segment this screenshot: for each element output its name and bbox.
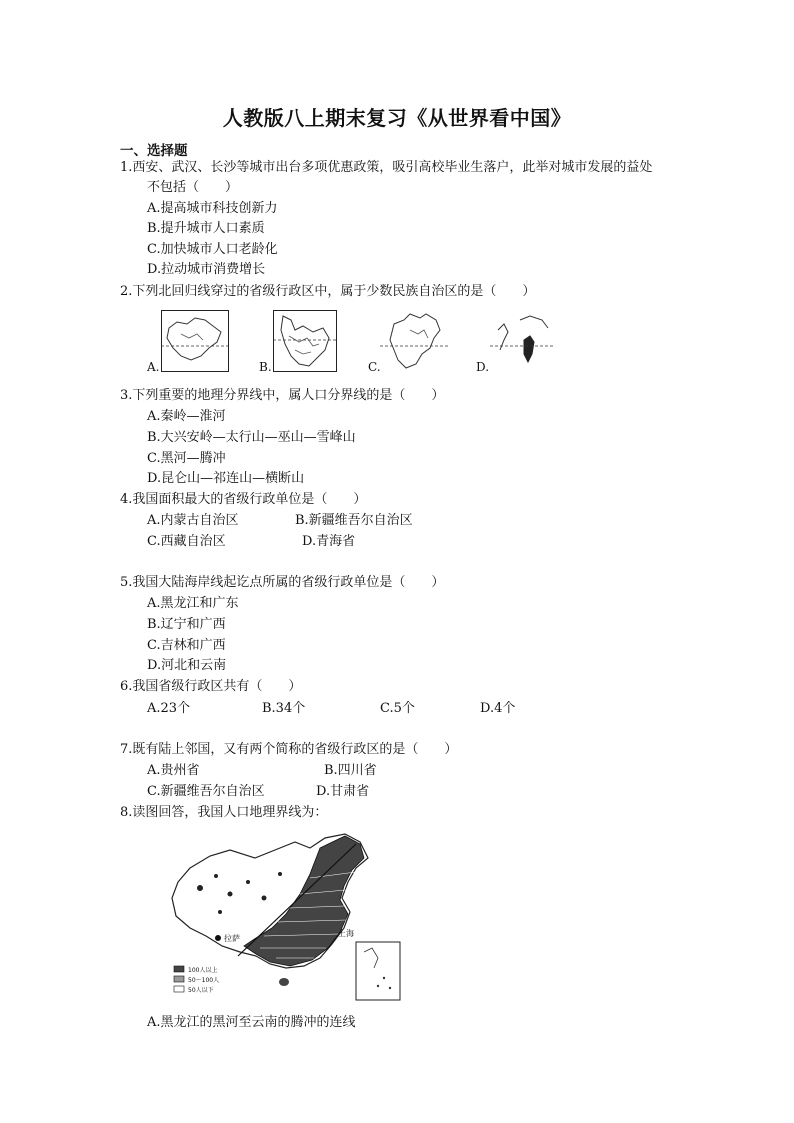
question-6-option-b: B.34个 [262, 701, 306, 716]
question-5-option-a: A.黑龙江和广东 [147, 596, 239, 611]
question-5-option-d: D.河北和云南 [147, 658, 227, 673]
question-4-option-b: B.新疆维吾尔自治区 [295, 513, 413, 528]
question-6-option-c: C.5个 [380, 701, 415, 716]
question-4-option-c: C.西藏自治区 [147, 534, 226, 549]
question-1-stem-cont: 不包括（ ） [147, 180, 239, 195]
question-1-option-d: D.拉动城市消费增长 [147, 262, 266, 277]
question-1-stem: 1.西安、武汉、长沙等城市出台多项优惠政策，吸引高校毕业生落户，此举对城市发展的益处 [120, 160, 653, 175]
question-7-option-b: B.四川省 [324, 763, 377, 778]
question-8-option-a: A.黑龙江的黑河至云南的腾冲的连线 [147, 1015, 356, 1030]
q2-option-c-label: C. [368, 360, 381, 374]
q2-option-d-label: D. [476, 360, 490, 374]
question-5-option-b: B.辽宁和广西 [147, 617, 226, 632]
legend-mid: 50～100人 [188, 977, 220, 984]
question-7-stem: 7.既有陆上邻国，又有两个简称的省级行政区的是（ ） [120, 742, 458, 757]
question-4-option-d: D.青海省 [302, 534, 356, 549]
question-3-option-d: D.昆仑山—祁连山—横断山 [147, 471, 305, 486]
q2-map-b [273, 310, 337, 372]
question-6-option-a: A.23个 [147, 701, 191, 716]
question-2-stem: 2.下列北回归线穿过的省级行政区中，属于少数民族自治区的是（ ） [120, 284, 536, 299]
question-4-stem: 4.我国面积最大的省级行政单位是（ ） [120, 492, 367, 507]
question-5-option-c: C.吉林和广西 [147, 638, 226, 653]
question-6-stem: 6.我国省级行政区共有（ ） [120, 679, 302, 694]
question-8-stem: 8.读图回答，我国人口地理界线为： [120, 805, 328, 820]
map-label-shanghai: 上海 [338, 929, 354, 938]
population-density-map [160, 828, 410, 1008]
map-label-lhasa: 拉萨 [224, 934, 240, 943]
question-3-stem: 3.下列重要的地理分界线中，属人口分界线的是（ ） [120, 388, 445, 403]
question-7-option-d: D.甘肃省 [316, 784, 370, 799]
section-heading: 一、选择题 [120, 143, 188, 159]
legend-low: 50人以下 [188, 987, 214, 994]
question-1-option-b: B.提升城市人口素质 [147, 221, 265, 236]
question-1-option-c: C.加快城市人口老龄化 [147, 242, 278, 257]
question-1-option-a: A.提高城市科技创新力 [147, 201, 278, 216]
question-7-option-a: A.贵州省 [147, 763, 200, 778]
question-7-option-c: C.新疆维吾尔自治区 [147, 784, 265, 799]
q2-map-c [380, 310, 448, 372]
question-5-stem: 5.我国大陆海岸线起讫点所属的省级行政单位是（ ） [120, 575, 445, 590]
q2-map-a [161, 310, 229, 372]
q2-map-d [490, 310, 554, 372]
question-3-option-b: B.大兴安岭—太行山—巫山—雪峰山 [147, 430, 356, 445]
question-3-option-c: C.黑河—腾冲 [147, 451, 226, 466]
question-3-option-a: A.秦岭—淮河 [147, 409, 226, 424]
q2-option-a-label: A. [147, 360, 160, 374]
question-4-option-a: A.内蒙古自治区 [147, 513, 239, 528]
legend-high: 100人以上 [188, 967, 218, 974]
question-6-option-d: D.4个 [480, 701, 516, 716]
page-title: 人教版八上期末复习《从世界看中国》 [222, 106, 572, 130]
q2-option-b-label: B. [259, 360, 272, 374]
